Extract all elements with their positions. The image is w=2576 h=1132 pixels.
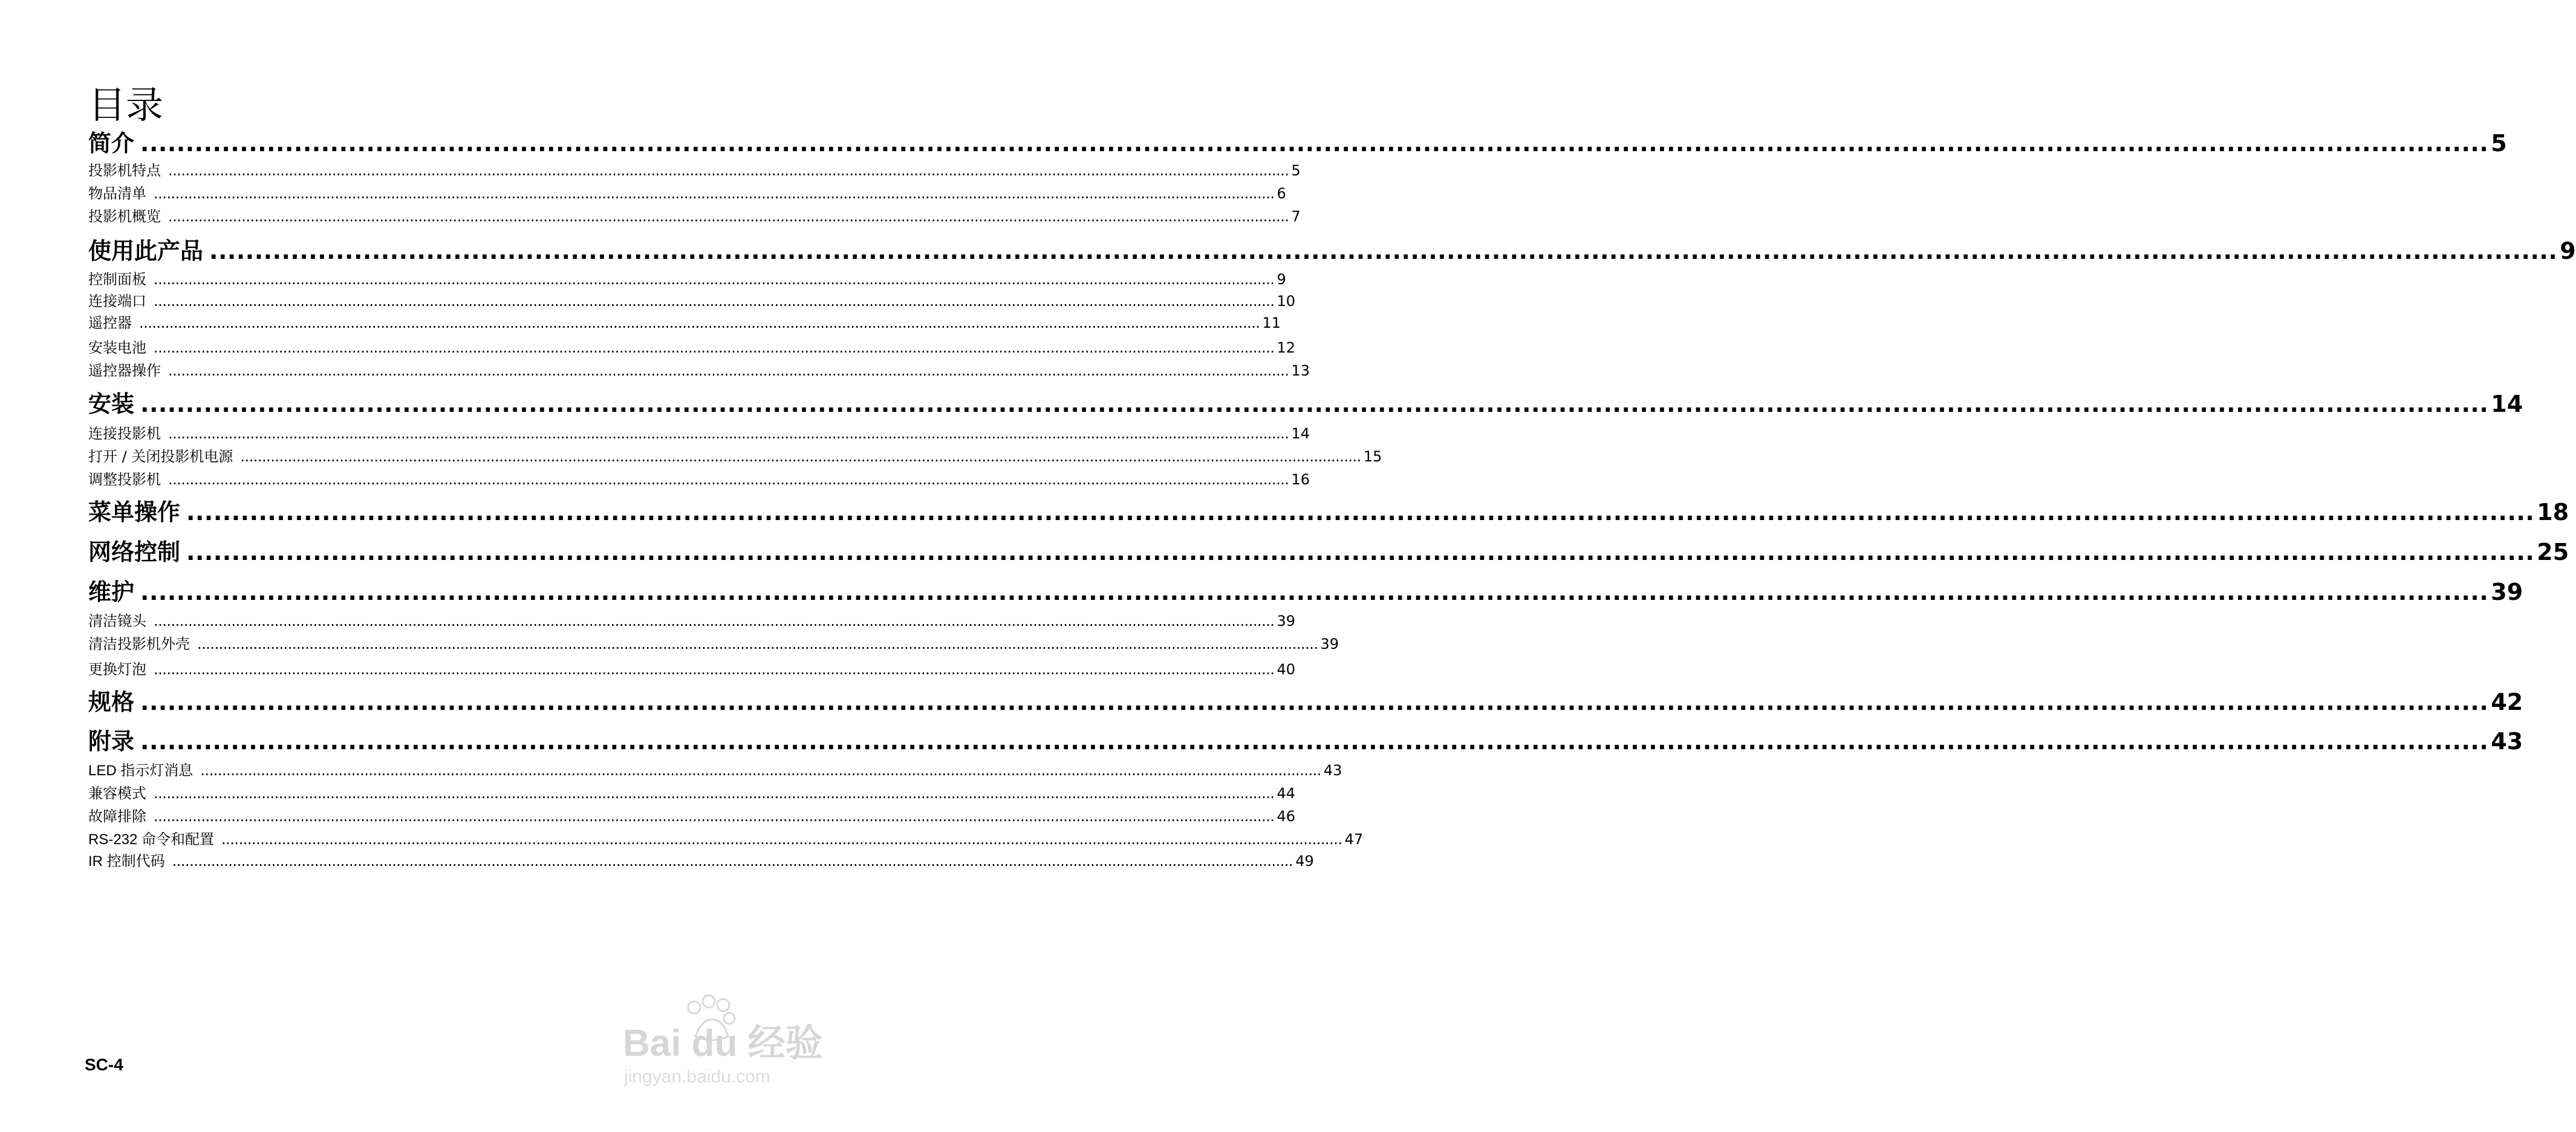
dot-leader: ....................................................................................................................................................................................................................................................................: [140, 579, 2489, 605]
toc-label: LED 指示灯消息: [88, 763, 194, 779]
toc-page-number: 15: [1363, 448, 1382, 465]
dot-leader: ....................................................................................................................................................................................................................................................................: [140, 689, 2489, 715]
toc-label: 更换灯泡: [88, 661, 146, 678]
toc-label: 菜单操作: [88, 499, 181, 525]
dot-leader: ....................................................................................................................................................................................................................................................................: [154, 185, 1275, 202]
dot-leader: ....................................................................................................................................................................................................................................................................: [221, 831, 1342, 848]
toc-page-number: 39: [1277, 613, 1296, 629]
toc-page-number: 47: [1344, 831, 1364, 848]
toc-page-number: 25: [2537, 539, 2569, 565]
toc-chapter[interactable]: [88, 687, 2523, 717]
toc-label: 规格: [88, 689, 135, 715]
toc-label: 简介: [88, 130, 135, 157]
dot-leader: ....................................................................................................................................................................................................................................................................: [154, 785, 1275, 802]
toc-page-number: 44: [1277, 785, 1296, 802]
dot-leader: ....................................................................................................................................................................................................................................................................: [154, 339, 1275, 356]
toc-section[interactable]: [88, 446, 1382, 467]
toc-section[interactable]: [88, 783, 1296, 804]
toc-chapter[interactable]: [88, 537, 2569, 567]
toc-label: 连接投影机: [88, 425, 161, 442]
toc-label: 维护: [88, 579, 135, 605]
toc-chapter[interactable]: [88, 236, 2576, 266]
toc-page-number: 10: [1277, 293, 1296, 310]
dot-leader: ....................................................................................................................................................................................................................................................................: [197, 636, 1318, 652]
toc-label: 故障排除: [88, 808, 146, 825]
dot-leader: ....................................................................................................................................................................................................................................................................: [154, 271, 1275, 288]
toc-page-number: 39: [1320, 636, 1339, 652]
toc-label: 附录: [88, 728, 135, 755]
dot-leader: ....................................................................................................................................................................................................................................................................: [154, 293, 1275, 310]
toc-page-number: 9: [2560, 238, 2576, 264]
toc-label: 清洁镜头: [88, 613, 146, 629]
toc-chapter[interactable]: [88, 577, 2523, 607]
dot-leader: ....................................................................................................................................................................................................................................................................: [186, 499, 2535, 525]
toc-page-number: 43: [1323, 762, 1342, 779]
toc-page-number: 42: [2491, 689, 2523, 715]
toc-label: 网络控制: [88, 539, 181, 565]
toc-label: IR 控制代码: [88, 853, 165, 870]
toc-section[interactable]: [88, 851, 1314, 872]
page-title: 目录: [88, 83, 164, 127]
toc-label: 遥控器: [88, 314, 132, 331]
toc-section[interactable]: [88, 423, 1310, 444]
dot-leader: ....................................................................................................................................................................................................................................................................: [140, 391, 2489, 417]
watermark-line1: Bai du 经验: [623, 1023, 823, 1064]
dot-leader: ....................................................................................................................................................................................................................................................................: [168, 208, 1289, 225]
toc-label: 安装: [88, 391, 135, 417]
toc-chapter[interactable]: [88, 389, 2523, 419]
toc-page-number: 14: [2491, 391, 2523, 417]
toc-page-number: 5: [2491, 130, 2507, 157]
dot-leader: ....................................................................................................................................................................................................................................................................: [140, 130, 2489, 157]
toc-section[interactable]: [88, 659, 1296, 680]
dot-leader: ....................................................................................................................................................................................................................................................................: [172, 853, 1293, 870]
toc-label: 连接端口: [88, 293, 146, 310]
toc-section[interactable]: [88, 760, 1342, 781]
toc-section[interactable]: [88, 291, 1296, 311]
dot-leader: ....................................................................................................................................................................................................................................................................: [209, 238, 2558, 264]
toc-section[interactable]: [88, 360, 1310, 381]
toc-label: 清洁投影机外壳: [88, 636, 190, 652]
toc-label: RS-232 命令和配置: [88, 831, 215, 848]
dot-leader: ....................................................................................................................................................................................................................................................................: [154, 613, 1275, 629]
toc-section[interactable]: [88, 160, 1301, 181]
dot-leader: ....................................................................................................................................................................................................................................................................: [168, 362, 1289, 379]
dot-leader: ....................................................................................................................................................................................................................................................................: [154, 661, 1275, 678]
baidu-watermark: [611, 986, 823, 1088]
toc-label: 控制面板: [88, 271, 146, 288]
toc-section[interactable]: [88, 206, 1301, 227]
toc-label: 打开 / 关闭投影机电源: [88, 448, 233, 465]
toc-chapter[interactable]: [88, 726, 2523, 756]
toc-section[interactable]: [88, 634, 1339, 654]
toc-page-number: 7: [1291, 208, 1301, 225]
watermark-line2: jingyan.baidu.com: [624, 1067, 770, 1087]
toc-page-number: 18: [2537, 499, 2569, 525]
toc-page-number: 12: [1277, 339, 1296, 356]
toc-section[interactable]: [88, 806, 1296, 827]
dot-leader: ....................................................................................................................................................................................................................................................................: [154, 808, 1275, 825]
toc-section[interactable]: [88, 337, 1296, 358]
dot-leader: ....................................................................................................................................................................................................................................................................: [168, 471, 1289, 488]
toc-page-number: 11: [1262, 314, 1281, 331]
toc-page-number: 14: [1291, 425, 1310, 442]
toc-page-number: 16: [1291, 471, 1310, 488]
toc-page-number: 9: [1277, 271, 1286, 288]
dot-leader: ....................................................................................................................................................................................................................................................................: [168, 425, 1289, 442]
dot-leader: ....................................................................................................................................................................................................................................................................: [186, 539, 2535, 565]
toc-page-number: 6: [1277, 185, 1286, 202]
toc-section[interactable]: [88, 269, 1286, 290]
toc-label: 投影机特点: [88, 162, 161, 179]
toc-label: 安装电池: [88, 339, 146, 356]
toc-page-number: 5: [1291, 162, 1301, 179]
footer-page-number: SC-4: [85, 1055, 123, 1074]
toc-section[interactable]: [88, 313, 1281, 333]
toc-label: 使用此产品: [88, 238, 204, 264]
dot-leader: ....................................................................................................................................................................................................................................................................: [140, 728, 2489, 755]
dot-leader: ....................................................................................................................................................................................................................................................................: [139, 314, 1260, 331]
dot-leader: ....................................................................................................................................................................................................................................................................: [200, 762, 1321, 779]
toc-section[interactable]: [88, 611, 1296, 631]
toc-label: 兼容模式: [88, 785, 146, 802]
dot-leader: ....................................................................................................................................................................................................................................................................: [240, 448, 1361, 465]
toc-label: 遥控器操作: [88, 362, 161, 379]
toc-page-number: 39: [2491, 579, 2523, 605]
toc-section[interactable]: [88, 469, 1310, 490]
toc-chapter[interactable]: [88, 497, 2569, 527]
toc-label: 投影机概览: [88, 208, 161, 225]
toc-label: 调整投影机: [88, 471, 161, 488]
toc-section[interactable]: [88, 183, 1286, 204]
toc-page-number: 49: [1295, 853, 1314, 870]
toc-label: 物品清单: [88, 185, 146, 202]
toc-page-number: 43: [2491, 728, 2523, 755]
toc-section[interactable]: [88, 829, 1364, 850]
table-of-contents: [88, 0, 2576, 1132]
toc-page-number: 46: [1277, 808, 1296, 825]
toc-chapter[interactable]: [88, 128, 2507, 158]
toc-page-number: 40: [1277, 661, 1296, 678]
toc-page-number: 13: [1291, 362, 1310, 379]
dot-leader: ....................................................................................................................................................................................................................................................................: [168, 162, 1289, 179]
